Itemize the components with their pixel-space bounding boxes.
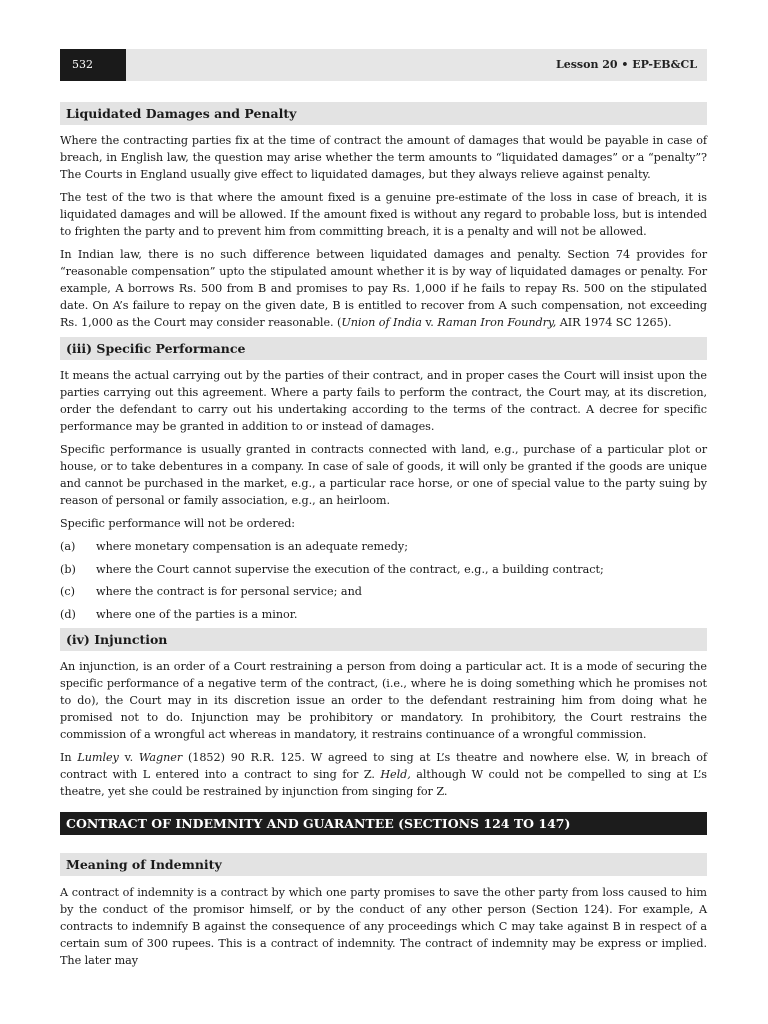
heading-specific-performance: (iii) Specific Performance [60, 337, 707, 360]
heading-meaning-of-indemnity: Meaning of Indemnity [60, 853, 707, 876]
paragraph: The test of the two is that where the amount fixed is a genuine pre-estimate of the loss in case of breach, it is liquidated damages and will be allowed. If the amount fixed is without any regard to probable loss, but is intended to frighten the party and to prevent him from committing breach, it is a penalty and will not be allowed. [60, 191, 707, 238]
heading-injunction: (iv) Injunction [60, 628, 707, 651]
list-text: where the Court cannot supervise the execution of the contract, e.g., a building contract; [96, 562, 604, 576]
page-number: 532 [60, 49, 126, 81]
paragraph-text: In Indian law, there is no such difference between liquidated damages and penalty. Section 74 provides for “reasonable compensation” upto the stipulated amount whether it is by way of liquidated damages or penalty. For example, A borrows Rs. 500 from B and promises to pay Rs. 1,000 if he fails to repay Rs. 500 on the stipulated date. On A’s failure to repay on the given date, B is entitled to recover from A such compensation, not exceeding Rs. 1,000 as the Court may consider reasonable. ( [60, 248, 707, 329]
case-name: Union of India [341, 316, 422, 329]
list-item [60, 538, 707, 555]
paragraph-text: although W could not be compelled to sing at L’s theatre, yet she could be restrained by injunction from singing for Z. [60, 768, 707, 798]
case-name: Lumley [77, 751, 119, 764]
paragraph: It means the actual carrying out by the parties of their contract, and in proper cases the Court will insist upon the parties carrying out this agreement. Where a party fails to perform the contract, the Court may, at its discretion, order the defendant to carry out his undertaking according to the terms of the contract. A decree for specific performance may be granted in addition to or instead of damages. [60, 369, 707, 433]
list-text: where monetary compensation is an adequate remedy; [96, 540, 408, 553]
list-item [60, 606, 707, 623]
paragraph [60, 246, 707, 331]
heading-contract-indemnity-guarantee: CONTRACT OF INDEMNITY AND GUARANTEE (SECTIONS 124 TO 147) [60, 812, 707, 835]
paragraph: A contract of indemnity is a contract by which one party promises to save the other party from loss caused to him by the conduct of the promisor himself, or by the conduct of any other person (Section 124). For example, A contracts to indemnify B against the consequence of any proceedings which C may take against B in respect of a certain sum of 300 rupees. This is a contract of indemnity. The contract of indemnity may be express or implied. The later may [60, 886, 707, 967]
paragraph: Specific performance will not be ordered: [60, 517, 296, 530]
list-marker: (c) [60, 585, 75, 598]
running-head: Lesson 20 • EP-EB&CL [555, 58, 697, 71]
paragraph-text: In [60, 751, 78, 764]
paragraph [60, 749, 707, 800]
list-marker: (d) [60, 607, 76, 621]
list-item [60, 561, 707, 578]
case-name: Raman Iron Foundry, [437, 316, 557, 329]
paragraph: Specific performance is usually granted in contracts connected with land, e.g., purchase of a particular plot or house, or to take debentures in a company. In case of sale of goods, it will only be granted if the goods are unique and cannot be purchased in the market, e.g., a particular race horse, or one of special value to the party suing by reason of personal or family association, e.g., an heirloom. [60, 443, 707, 507]
list-text: where one of the parties is a minor. [96, 607, 298, 621]
paragraph-text: (1852) 90 R.R. 125. W agreed to sing at L’s theatre and nowhere else. W, in breach of contract with L entered into a contract to sing for Z. [60, 751, 708, 781]
list-marker: (b) [60, 562, 76, 576]
held-label: Held, [380, 768, 411, 781]
list-marker: (a) [60, 540, 76, 553]
paragraph: Where the contracting parties fix at the time of contract the amount of damages that would be payable in case of breach, in English law, the question may arise whether the term amounts to “liquidated damages” or a “penalty”? The Courts in England usually give effect to liquidated damages, but they always relieve against penalty. [60, 134, 707, 181]
list-item [60, 583, 707, 600]
heading-liquidated-damages: Liquidated Damages and Penalty [60, 102, 707, 125]
paragraph: An injunction, is an order of a Court restraining a person from doing a particular act. It is a mode of securing the specific performance of a negative term of the contract, (i.e., where he is doing something which he promises not to do), the Court may in its discretion issue an order to the defendant restraining him from doing what he promised not to do. Injunction may be prohibitory or mandatory. In prohibitory, the Court restrains the commission of a wrongful act whereas in mandatory, it restrains continuance of a wrongful commission. [60, 660, 707, 741]
case-citation: AIR 1974 SC 1265). [556, 316, 672, 329]
list-text: where the contract is for personal service; and [96, 585, 362, 598]
exceptions-list [60, 538, 707, 623]
case-versus: v. [118, 751, 139, 764]
case-name: Wagner [138, 751, 183, 764]
page-body [60, 102, 707, 975]
page-header [60, 49, 707, 81]
case-versus: v. [421, 316, 438, 329]
